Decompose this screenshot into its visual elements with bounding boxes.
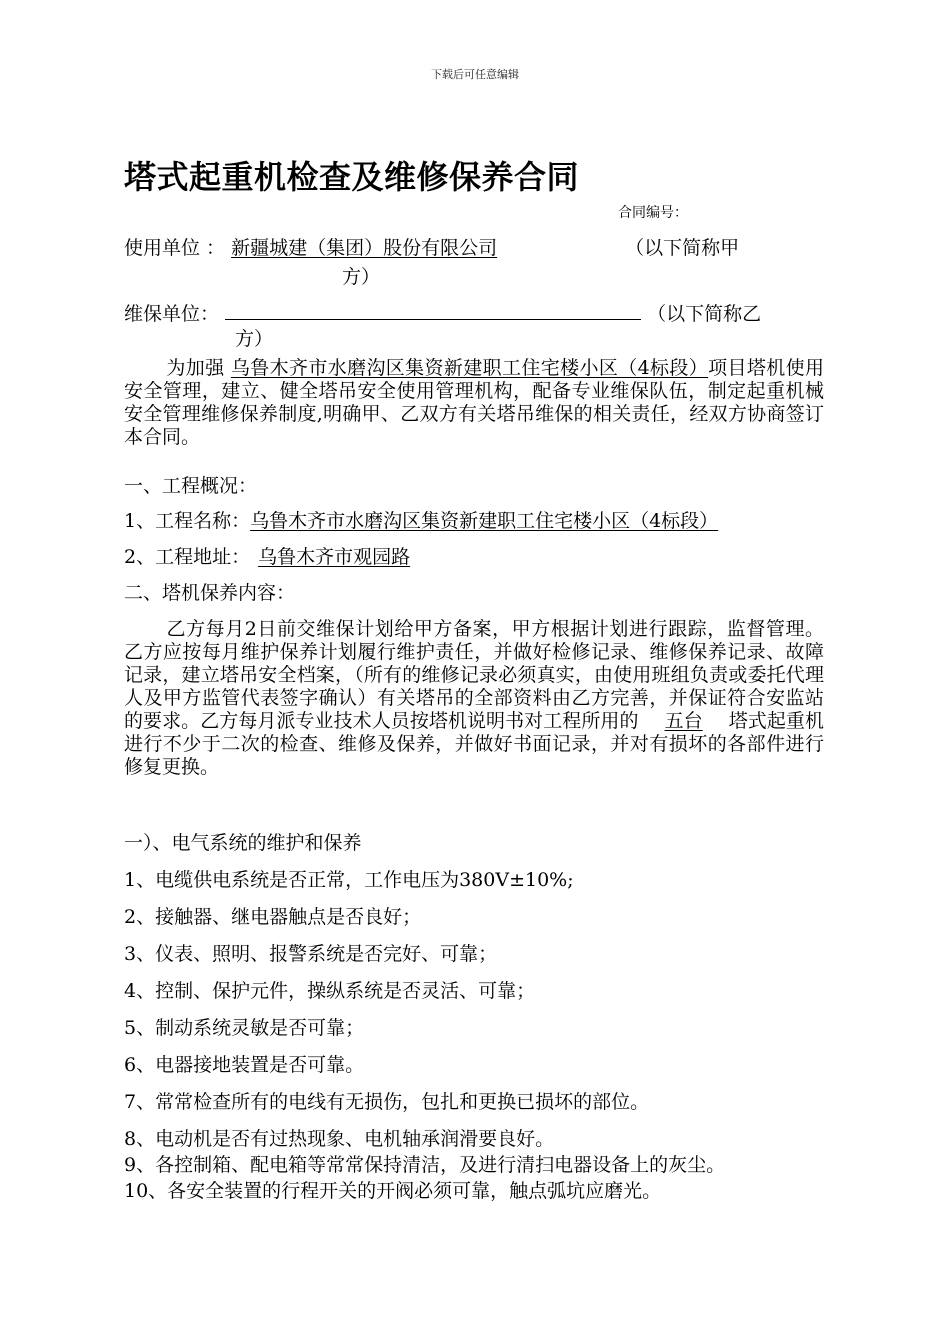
intro-paragraph [124,357,824,449]
party-b-label: 维保单位： [124,303,220,325]
party-a-label: 使用单位 ： [124,237,226,259]
party-a-value: 新疆城建（集团）股份有限公司 [231,237,498,259]
electrical-heading: 一）、电气系统的维护和保养 [124,832,362,854]
list-item: 10、各安全装置的行程开关的开阀必须可靠，触点弧坑应磨光。 [124,1180,662,1202]
party-a-suffix: （以下简称甲 [625,237,740,259]
party-b-suffix: （以下简称乙 [647,303,762,325]
contract-number-label: 合同编号： [618,205,688,221]
page-title: 塔式起重机检查及维修保养合同 [124,158,580,196]
project-address-value: 乌鲁木齐市观园路 [258,546,411,568]
list-item: 7、常常检查所有的电线有无损伤，包扎和更换已损坏的部位。 [124,1091,650,1113]
party-b-suffix-cont: 方） [235,328,274,350]
list-item: 3、仪表、照明、报警系统是否完好、可靠； [124,943,498,965]
list-item: 9、各控制箱、配电箱等常常保持清洁，及进行清扫电器设备上的灰尘。 [124,1154,726,1176]
maintenance-text-2: 塔式起重机进行不少于二次的检查、维修及保养，并做好书面记录，并对有损坏的各部件进行修复更换。 [124,710,824,778]
project-address-label: 2、工程地址： [124,546,251,568]
party-a-line [124,236,739,260]
list-item: 1、电缆供电系统是否正常，工作电压为380V±10%; [124,869,574,891]
list-item: 5、制动系统灵敏是否可靠； [124,1017,365,1039]
party-b-blank[interactable] [225,299,641,320]
intro-project: 乌鲁木齐市水磨沟区集资新建职工住宅楼小区（4标段） [230,357,709,379]
maintenance-text-1: 乙方每月2日前交维保计划给甲方备案，甲方根据计划进行跟踪，监督管理。乙方应按每月维护保养计划履行维护责任，并做好检修记录、维修保养记录、故障记录，建立塔吊安全档案，（所有的维修记录必须真实，由使用班组负责或委托代理人及甲方监管代表签字确认）有关塔吊的全部资料由乙方完善，并保证符合安监站的要求。乙方每月派专业技术人员按塔机说明书对工程所用的 [124,618,824,732]
list-item: 2、接触器、继电器触点是否良好； [124,906,422,928]
project-name-value: 乌鲁木齐市水磨沟区集资新建职工住宅楼小区（4标段） [250,510,719,532]
party-b-line [124,299,761,326]
crane-count: 五台 [664,710,703,732]
list-item: 6、电器接地装置是否可靠。 [124,1054,365,1076]
project-address-line [124,545,768,569]
maintenance-paragraph [124,618,824,779]
project-name-label: 1、工程名称： [124,510,251,532]
section1-heading: 一、工程概况： [124,475,258,497]
list-item: 8、电动机是否有过热现象、电机轴承润滑要良好。 [124,1128,555,1150]
intro-lead: 为加强 [166,357,225,379]
header-note: 下载后可任意编辑 [431,68,519,81]
project-name-line [124,509,718,533]
section2-heading: 二、塔机保养内容： [124,582,296,604]
intro-text: 项目塔机使用安全管理，建立、健全塔吊安全使用管理机构，配备专业维保队伍，制定起重机械安全管理维修保养制度,明确甲、乙双方有关塔吊维保的相关责任，经双方协商签订本合同。 [124,357,824,448]
party-a-suffix-cont: 方） [342,266,381,288]
list-item: 4、控制、保护元件，操纵系统是否灵活、可靠； [124,980,536,1002]
